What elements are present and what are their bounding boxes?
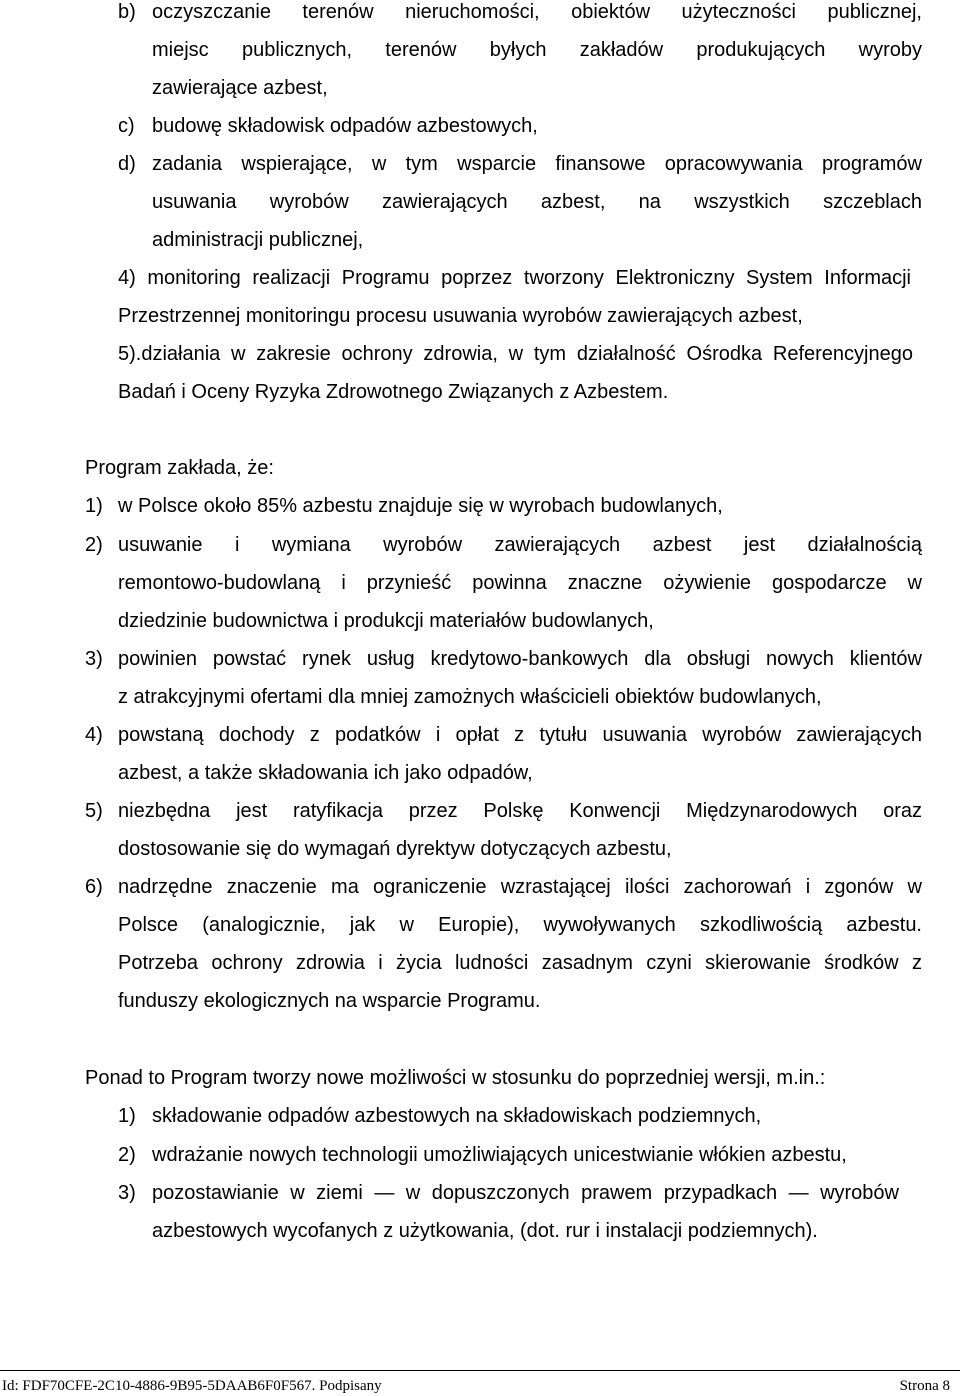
paragraph-line: Badań i Oceny Ryzyka Zdrowotnego Związanych z Azbestem. xyxy=(118,381,669,403)
footer-document-id: Id: FDF70CFE-2C10-4886-9B95-5DAAB6F0F567. Podpisany xyxy=(2,1378,382,1394)
list-item-text: usuwania wyrobów zawierających azbest, na wszystkich szczeblach xyxy=(152,191,922,213)
list-item-text: azbestowych wycofanych z użytkowania, (dot. rur i instalacji podziemnych). xyxy=(152,1220,818,1242)
paragraph-line: 5).działania w zakresie ochrony zdrowia, w tym działalność Ośrodka Referencyjnego xyxy=(118,343,913,365)
list-item-text: Polsce (analogicznie, jak w Europie), wywoływanych szkodliwością azbestu. xyxy=(118,914,922,936)
list-item-label: d) xyxy=(118,153,136,175)
list-item-text: Potrzeba ochrony zdrowia i życia ludności zasadnym czyni skierowanie środków z xyxy=(118,952,922,974)
list-item-text: remontowo-budowlaną i przynieść powinna znaczne ożywienie gospodarcze w xyxy=(118,572,922,594)
list-item-label: 5) xyxy=(85,800,103,822)
list-item-text: dziedzinie budownictwa i produkcji materiałów budowlanych, xyxy=(118,610,654,632)
list-item-text: wdrażanie nowych technologii umożliwiających unicestwianie włókien azbestu, xyxy=(152,1144,847,1166)
list-item-label: 1) xyxy=(85,495,103,517)
section-heading: Ponad to Program tworzy nowe możliwości w stosunku do poprzedniej wersji, m.in.: xyxy=(85,1067,826,1089)
list-item-text: miejsc publicznych, terenów byłych zakładów produkujących wyroby xyxy=(152,39,922,61)
list-item-text: w Polsce około 85% azbestu znajduje się w wyrobach budowlanych, xyxy=(118,495,723,517)
list-item-text: dostosowanie się do wymagań dyrektyw dotyczących azbestu, xyxy=(118,838,672,860)
list-item-text: powstaną dochody z podatków i opłat z tytułu usuwania wyrobów zawierających xyxy=(118,724,922,746)
list-item-text: pozostawianie w ziemi — w dopuszczonych prawem przypadkach — wyrobów xyxy=(152,1182,899,1204)
list-item-label: c) xyxy=(118,115,135,137)
list-item-text: zadania wspierające, w tym wsparcie finansowe opracowywania programów xyxy=(152,153,922,175)
list-item-text: powinien powstać rynek usług kredytowo-bankowych dla obsługi nowych klientów xyxy=(118,648,922,670)
list-item-text: funduszy ekologicznych na wsparcie Programu. xyxy=(118,990,541,1012)
list-item-label: 3) xyxy=(85,648,103,670)
list-item-text: oczyszczanie terenów nieruchomości, obiektów użyteczności publicznej, xyxy=(152,1,922,23)
list-item-text: usuwanie i wymiana wyrobów zawierających azbest jest działalnością xyxy=(118,534,922,556)
list-item-text: niezbędna jest ratyfikacja przez Polskę Konwencji Międzynarodowych oraz xyxy=(118,800,922,822)
list-item-label: 6) xyxy=(85,876,103,898)
paragraph-line: Przestrzennej monitoringu procesu usuwania wyrobów zawierających azbest, xyxy=(118,305,803,327)
list-item-text: z atrakcyjnymi ofertami dla mniej zamożnych właścicieli obiektów budowlanych, xyxy=(118,686,822,708)
section-heading: Program zakłada, że: xyxy=(85,457,274,479)
list-item-label: 1) xyxy=(118,1105,136,1127)
list-item-text: budowę składowisk odpadów azbestowych, xyxy=(152,115,538,137)
paragraph-line: 4) monitoring realizacji Programu poprzez tworzony Elektroniczny System Informacji xyxy=(118,267,911,289)
footer-page-number: Strona 8 xyxy=(899,1378,950,1394)
footer-divider xyxy=(0,1370,960,1371)
list-item-label: 4) xyxy=(85,724,103,746)
list-item-text: nadrzędne znaczenie ma ograniczenie wzrastającej ilości zachorowań i zgonów w xyxy=(118,876,922,898)
list-item-text: zawierające azbest, xyxy=(152,77,328,99)
list-item-text: administracji publicznej, xyxy=(152,229,364,251)
list-item-label: 3) xyxy=(118,1182,136,1204)
list-item-label: b) xyxy=(118,1,136,23)
list-item-text: azbest, a także składowania ich jako odpadów, xyxy=(118,762,533,784)
list-item-label: 2) xyxy=(85,534,103,556)
list-item-text: składowanie odpadów azbestowych na składowiskach podziemnych, xyxy=(152,1105,762,1127)
list-item-label: 2) xyxy=(118,1144,136,1166)
